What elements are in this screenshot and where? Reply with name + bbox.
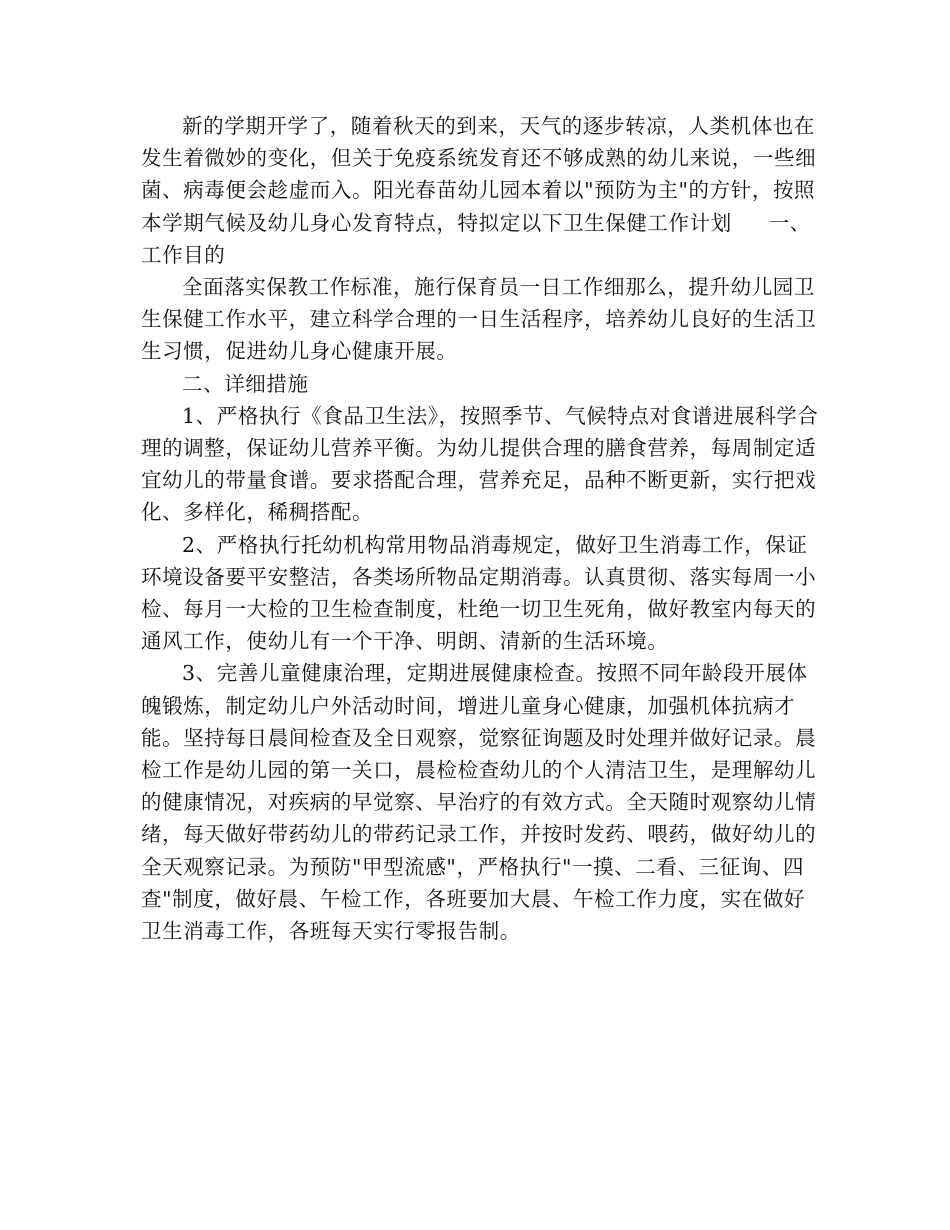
goals-paragraph: 全面落实保教工作标准，施行保育员一日工作细那么，提升幼儿园卫生保健工作水平，建立科学合理的一日生活程序，培养幼儿良好的生活卫生习惯，促进幼儿身心健康开展。 xyxy=(141,275,817,364)
measure-item-3: 3、完善儿童健康治理，定期进展健康检查。按照不同年龄段开展体魄锻炼，制定幼儿户外活动时间，增进儿童身心健康，加强机体抗病才能。坚持每日晨间检查及全日观察，觉察征询题及时处理并做好记录。晨检工作是幼儿园的第一关口，晨检检查幼儿的个人清洁卫生，是理解幼儿的健康情况，对疾病的早觉察、早治疗的有效方式。全天随时观察幼儿情绪，每天做好带药幼儿的带药记录工作，并按时发药、喂药，做好幼儿的全天观察记录。为预防"甲型流感"，严格执行"一摸、二看、三征询、四查"制度，做好晨、午检工作，各班要加大晨、午检工作力度，实在做好卫生消毒工作，各班每天实行零报告制。 xyxy=(141,661,817,944)
intro-paragraph xyxy=(141,110,821,271)
document-body xyxy=(141,110,821,947)
section-heading-goals: 一、工作目的 xyxy=(141,210,811,267)
section-heading-measures: 二、详细措施 xyxy=(182,371,309,396)
measure-item-1: 1、严格执行《食品卫生法》，按照季节、气候特点对食谱进展科学合理的调整，保证幼儿营养平衡。为幼儿提供合理的膳食营养，每周制定适宜幼儿的带量食谱。要求搭配合理，营养充足，品种不断更新，实行把戏化、多样化，稀稠搭配。 xyxy=(141,403,819,525)
intro-text: 新的学期开学了，随着秋天的到来，天气的逐步转凉，人类机体也在发生着微妙的变化，但关于免疫系统发育还不够成熟的幼儿来说，一些细菌、病毒便会趁虚而入。阳光春苗幼儿园本着以"预防为主"的方针，按照本学期气候及幼儿身心发育特点，特拟定以下卫生保健工作计划 xyxy=(141,114,817,235)
measure-item-2: 2、严格执行托幼机构常用物品消毒规定，做好卫生消毒工作，保证环境设备要平安整洁，各类场所物品定期消毒。认真贯彻、落实每周一小检、每月一大检的卫生检查制度，杜绝一切卫生死角，做好教室内每天的通风工作，使幼儿有一个干净、明朗、清新的生活环境。 xyxy=(141,532,817,654)
